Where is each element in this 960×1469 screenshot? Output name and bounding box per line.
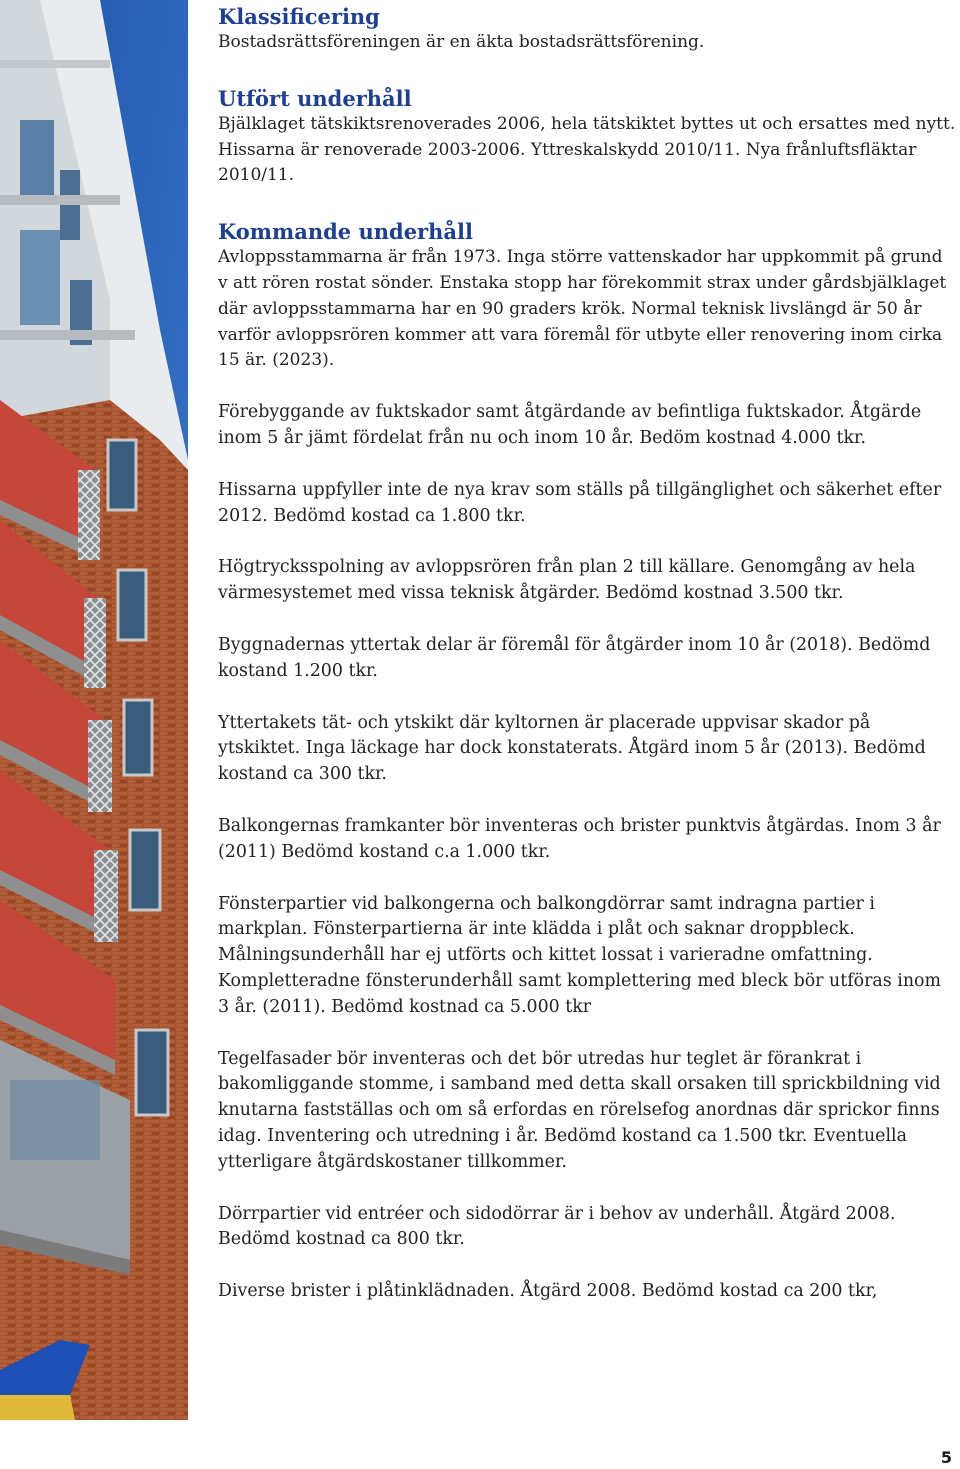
utfort-underhall-text: Bjälklaget tätskiktsrenoverades 2006, hela tätskiktet byttes ut och ersattes med nytt. Hissarna är renoverade 2003-2006. Yttreskalskydd 2010/11. Nya frånluftsfläktar 2010/11. [218,113,956,186]
building-photo [0,0,188,1420]
paragraph-balkonger: Balkongernas framkanter bör inventeras och brister punktvis åtgärdas. Inom 3 år (2011) Bedömd kostand c.a 1.000 tkr. [218,815,941,862]
paragraph-dorrpartier: Dörrpartier vid entréer och sidodörrar är i behov av underhåll. Åtgärd 2008. Bedömd kostnad ca 800 tkr. [218,1203,896,1250]
paragraph-fuktskador: Förebyggande av fuktskador samt åtgärdande av befintliga fuktskador. Åtgärde inom 5 år jämt fördelat från nu och inom 10 år. Bedöm kostnad 4.000 tkr. [218,402,922,448]
paragraph-tegelfasader: Tegelfasader bör inventeras och det bör utredas hur teglet är förankrat i bakomliggande stomme, i samband med detta skall orsaken till sprickbildning vid knutarna fastställas och om så erfordas en rörelsefog anordnas där sprickor finns idag. Inventering och utredning i år. Bedömd kostand ca 1.500 tkr. Eventuella ytterligare åtgärdskostaner tillkommer. [218,1048,941,1172]
paragraph-yttertakets-skikt: Yttertakets tät- och ytskikt där kyltornen är placerade uppvisar skador på ytskiktet. Inga läckage har dock konstaterats. Åtgärd inom 5 år (2013). Bedömd kostand ca 300 tkr. [218,712,926,785]
heading-kommande-underhall: Kommande underhåll [218,219,473,245]
paragraph-platinkladnad: Diverse brister i plåtinklädnaden. Åtgärd 2008. Bedömd kostad ca 200 tkr, [218,1281,878,1302]
paragraph-hissar: Hissarna uppfyller inte de nya krav som ställs på tillgänglighet och säkerhet efter 2012. Bedömd kostad ca 1.800 tkr. [218,479,942,526]
document-body [218,4,956,1305]
paragraph-fonsterpartier: Fönsterpartier vid balkongerna och balkongdörrar samt indragna partier i markplan. Fönsterpartierna är inte klädda i plåt och saknar droppbleck. Målningsunderhåll har ej utförts och kittet lossat i varieradne omfattning. Kompletteradne fönsterunderhåll samt komplettering med bleck bör utföras inom 3 år. (2011). Bedömd kostnad ca 5.000 tkr [218,893,941,1017]
kommande-underhall-text: Avloppsstammarna är från 1973. Inga större vattenskador har uppkommit på grund v att rören rostat sönder. Enstaka stopp har förekommit strax under gårdsbjälklaget där avloppsstammarna har en 90 graders krök. Normal teknisk livslängd är 50 år varför avloppsrören kommer att vara föremål för utbyte eller renovering inom cirka 15 är. (2023). [218,247,947,371]
paragraph-yttertak: Byggnadernas yttertak delar är föremål för åtgärder inom 10 år (2018). Bedömd kostand 1.200 tkr. [218,634,931,681]
page-number: 5 [940,1448,952,1467]
heading-klassificering: Klassificering [218,4,380,29]
klassificering-text: Bostadsrättsföreningen är en äkta bostadsrättsförening. [218,32,705,52]
paragraph-hogtrycksspolning: Högtrycksspolning av avloppsrören från plan 2 till källare. Genomgång av hela värmesystemet med vissa teknisk åtgärder. Bedömd kostnad 3.500 tkr. [218,557,916,604]
heading-utfort-underhall: Utfört underhåll [218,85,412,111]
